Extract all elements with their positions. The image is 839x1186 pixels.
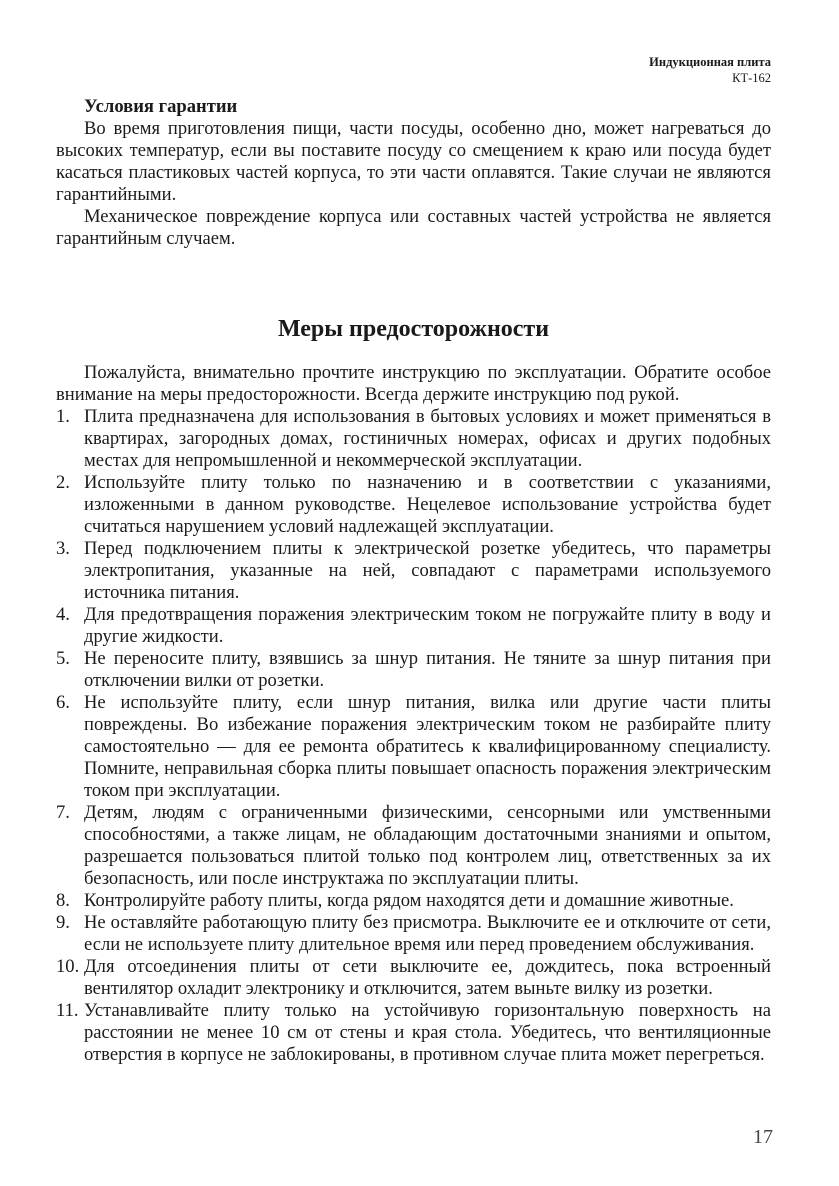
list-item-number: 7. — [56, 802, 70, 823]
list-item — [56, 1000, 771, 1066]
list-item-text: Контролируйте работу плиты, когда рядом находятся дети и домашние животные. — [84, 890, 734, 911]
list-item — [56, 406, 771, 472]
list-item — [56, 648, 771, 692]
list-item — [56, 538, 771, 604]
list-item — [56, 956, 771, 1000]
list-item-text: Перед подключением плиты к электрической розетке убедитесь, что параметры электропитания, указанные на ней, совпадают с параметрами используемого источника питания. — [84, 538, 771, 603]
running-header — [649, 54, 771, 86]
header-product: Индукционная плита — [649, 55, 771, 69]
list-item-number: 9. — [56, 912, 70, 933]
list-item — [56, 890, 771, 912]
list-item-number: 2. — [56, 472, 70, 493]
list-item-number: 6. — [56, 692, 70, 713]
precautions-title: Меры предосторожности — [277, 316, 550, 342]
list-item-text: Устанавливайте плиту только на устойчивую горизонтальную поверхность на расстоянии не менее 10 см от стены и края стола. Убедитесь, что вентиляционные отверстия в корпусе не заблокированы, в противном случае плита может перегреться. — [84, 1000, 771, 1065]
warranty-paragraph: Во время приготовления пищи, части посуды, особенно дно, может нагреваться до высоких температур, если вы поставите посуду со смещением к краю или посуда будет касаться пластиковых частей корпуса, то эти части оплавятся. Такие случаи не являются гарантийными. — [56, 118, 771, 205]
warranty-title: Условия гарантии — [84, 96, 238, 117]
list-item-number: 3. — [56, 538, 70, 559]
list-item-text: Используйте плиту только по назначению и в соответствии с указаниями, изложенными в данном руководстве. Нецелевое использование устройства будет считаться нарушением условий надлежащей эксплуатации. — [84, 472, 771, 537]
list-item-number: 11. — [56, 1000, 79, 1021]
list-item-number: 4. — [56, 604, 70, 625]
list-item-text: Для предотвращения поражения электрическим током не погружайте плиту в воду и другие жидкости. — [84, 604, 771, 647]
list-item-text: Плита предназначена для использования в бытовых условиях и может применяться в квартирах, загородных домах, гостиничных номерах, офисах и других подобных местах для непромышленной и некоммерческой эксплуатации. — [84, 406, 771, 471]
page-content — [56, 96, 771, 1066]
list-item-number: 8. — [56, 890, 70, 911]
list-item-number: 5. — [56, 648, 70, 669]
precautions-intro: Пожалуйста, внимательно прочтите инструкцию по эксплуатации. Обратите особое внимание на меры предосторожности. Всегда держите инструкцию под рукой. — [56, 362, 771, 405]
list-item-number: 1. — [56, 406, 70, 427]
list-item-text: Не переносите плиту, взявшись за шнур питания. Не тяните за шнур питания при отключении вилки от розетки. — [84, 648, 771, 691]
list-item — [56, 472, 771, 538]
list-item-text: Детям, людям с ограниченными физическими, сенсорными или умственными способностями, а также лицам, не обладающим достаточными знаниями и опытом, разрешается пользоваться плитой только под контролем лиц, ответственных за их безопасность, или после инструктажа по эксплуатации плиты. — [84, 802, 771, 889]
list-item — [56, 802, 771, 890]
page-number: 17 — [753, 1126, 773, 1148]
list-item — [56, 692, 771, 802]
warranty-paragraph: Механическое повреждение корпуса или составных частей устройства не является гарантийным случаем. — [56, 206, 771, 249]
list-item — [56, 604, 771, 648]
list-item-text: Не оставляйте работающую плиту без присмотра. Выключите ее и отключите от сети, если не используете плиту длительное время или перед проведением обслуживания. — [84, 912, 771, 955]
list-item-number: 10. — [56, 956, 80, 977]
precautions-list — [56, 406, 771, 1066]
header-model: КТ-162 — [732, 71, 771, 85]
list-item-text: Не используйте плиту, если шнур питания, вилка или другие части плиты повреждены. Во избежание поражения электрическим током не разбирайте плиту самостоятельно — для ее ремонта обратитесь к квалифицированному специалисту. Помните, неправильная сборка плиты повышает опасность поражения электрическим током при эксплуатации. — [84, 692, 771, 801]
list-item — [56, 912, 771, 956]
list-item-text: Для отсоединения плиты от сети выключите ее, дождитесь, пока встроенный вентилятор охладит электронику и отключится, затем выньте вилку из розетки. — [84, 956, 771, 999]
